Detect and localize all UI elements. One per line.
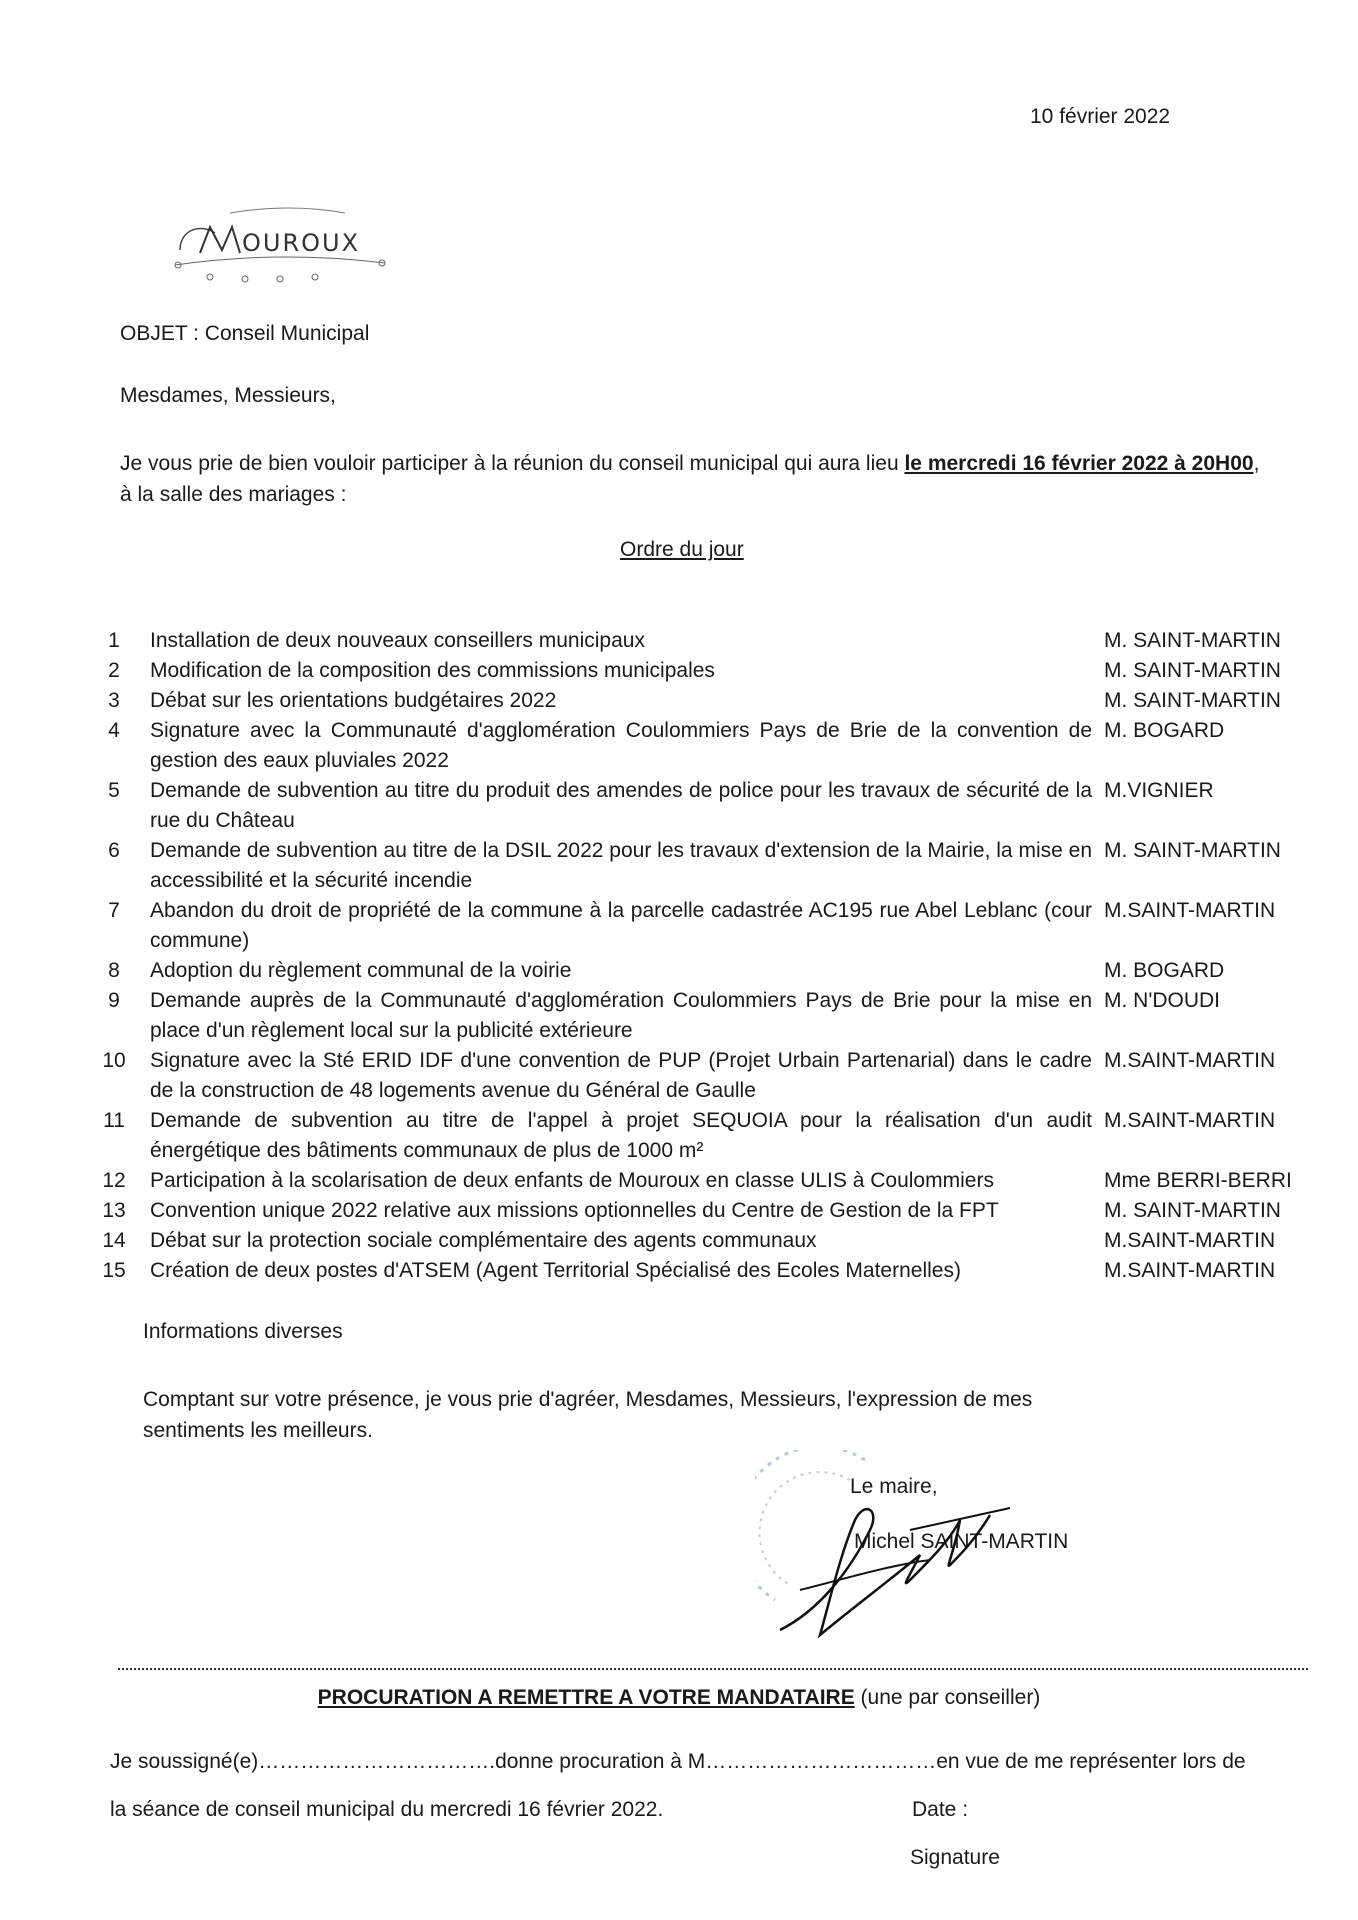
proxy-date-label: Date : xyxy=(912,1798,969,1821)
proxy-title-note: (une par conseiller) xyxy=(854,1686,1041,1709)
agenda-item-text: Débat sur les orientations budgétaires 2022 xyxy=(150,689,557,712)
agenda-item-number: 14 xyxy=(102,1229,126,1252)
agenda-item-text: Participation à la scolarisation de deux enfants de Mouroux en classe ULIS à Coulommiers xyxy=(150,1169,994,1192)
agenda-item-text: Convention unique 2022 relative aux missions optionnelles du Centre de Gestion de la FPT xyxy=(150,1199,999,1222)
agenda-item-number: 15 xyxy=(102,1259,126,1282)
agenda-item-number: 7 xyxy=(108,899,120,922)
agenda-item-rapporteur: M.SAINT-MARTIN xyxy=(1104,1259,1276,1282)
agenda-item xyxy=(90,836,1300,896)
greeting: Mesdames, Messieurs, xyxy=(120,384,336,407)
agenda-item-text: Demande de subvention au titre de l'appel à projet SEQUOIA pour la réalisation d'un audit énergétique des bâtiments communaux de plus de 1000 m² xyxy=(150,1109,1092,1162)
agenda-item-number: 8 xyxy=(108,959,120,982)
agenda-item-number: 12 xyxy=(102,1169,126,1192)
agenda-item xyxy=(90,1256,1300,1286)
cut-line xyxy=(118,1668,1308,1670)
agenda-item xyxy=(90,716,1300,776)
proxy-signature-label: Signature xyxy=(910,1846,1000,1869)
agenda-title: Ordre du jour xyxy=(620,538,744,561)
meeting-date-time: le mercredi 16 février 2022 à 20H00 xyxy=(904,452,1254,475)
agenda-item-text: Débat sur la protection sociale complémentaire des agents communaux xyxy=(150,1229,817,1252)
agenda-item xyxy=(90,776,1300,836)
agenda-item-number: 13 xyxy=(102,1199,126,1222)
agenda-item xyxy=(90,1196,1300,1226)
agenda-item-number: 11 xyxy=(103,1109,125,1132)
agenda-item-rapporteur: M. BOGARD xyxy=(1104,719,1225,742)
agenda-item-number: 5 xyxy=(108,779,120,802)
agenda-item-rapporteur: M. SAINT-MARTIN xyxy=(1104,1199,1281,1222)
agenda-item-number: 10 xyxy=(102,1049,126,1072)
agenda-item xyxy=(90,656,1300,686)
agenda-item-rapporteur: M. SAINT-MARTIN xyxy=(1104,629,1281,652)
agenda-item xyxy=(90,956,1300,986)
agenda-item-number: 2 xyxy=(108,659,120,682)
agenda-item xyxy=(90,1226,1300,1256)
proxy-line-1: Je soussigné(e)…………………………….donne procuration à M……………………………en vue de me représenter lors de xyxy=(110,1750,1246,1773)
agenda-item-text: Création de deux postes d'ATSEM (Agent Territorial Spécialisé des Ecoles Maternelles) xyxy=(150,1259,961,1282)
subject-line: OBJET : Conseil Municipal xyxy=(120,322,370,345)
agenda-item-rapporteur: M.SAINT-MARTIN xyxy=(1104,1229,1276,1252)
mayor-role: Le maire, xyxy=(850,1475,938,1498)
agenda-item-text: Adoption du règlement communal de la voirie xyxy=(150,959,572,982)
agenda-item-rapporteur: M. N'DOUDI xyxy=(1104,989,1221,1012)
misc-info-heading: Informations diverses xyxy=(143,1320,343,1343)
agenda-item-rapporteur: M.SAINT-MARTIN xyxy=(1104,1109,1276,1132)
agenda-item-rapporteur: M.SAINT-MARTIN xyxy=(1104,1049,1276,1072)
agenda-item-text: Signature avec la Sté ERID IDF d'une convention de PUP (Projet Urbain Partenarial) dans le cadre de la construction de 48 logements avenue du Général de Gaulle xyxy=(150,1049,1092,1102)
agenda-item-rapporteur: Mme BERRI-BERRI xyxy=(1104,1169,1292,1192)
svg-text:OUROUX: OUROUX xyxy=(242,229,361,257)
agenda-item-text: Abandon du droit de propriété de la commune à la parcelle cadastrée AC195 rue Abel Leblanc (cour commune) xyxy=(150,899,1092,952)
closing-paragraph: Comptant sur votre présence, je vous prie d'agréer, Mesdames, Messieurs, l'expression de mes sentiments les meilleurs. xyxy=(143,1388,1033,1442)
agenda-item xyxy=(90,986,1300,1046)
agenda-item-number: 3 xyxy=(108,689,120,712)
agenda-item-rapporteur: M. BOGARD xyxy=(1104,959,1225,982)
agenda-item-rapporteur: M.VIGNIER xyxy=(1104,779,1214,802)
agenda-item-rapporteur: M. SAINT-MARTIN xyxy=(1104,689,1281,712)
mayor-name: Michel SAINT-MARTIN xyxy=(854,1530,1069,1553)
agenda-item-rapporteur: M. SAINT-MARTIN xyxy=(1104,659,1281,682)
intro-before: Je vous prie de bien vouloir participer à la réunion du conseil municipal qui aura lieu xyxy=(120,452,905,475)
agenda-item-text: Demande de subvention au titre du produit des amendes de police pour les travaux de sécurité de la rue du Château xyxy=(150,779,1092,832)
agenda-item xyxy=(90,686,1300,716)
handwritten-signature xyxy=(760,1460,1080,1650)
agenda-item-number: 6 xyxy=(108,839,120,862)
agenda-item-text: Installation de deux nouveaux conseillers municipaux xyxy=(150,629,645,652)
agenda-item-text: Demande auprès de la Communauté d'agglomération Coulommiers Pays de Brie pour la mise en place d'un règlement local sur la publicité extérieure xyxy=(150,989,1092,1042)
agenda-item xyxy=(90,1166,1300,1196)
proxy-title xyxy=(0,1686,1358,1710)
agenda-item xyxy=(90,1046,1300,1106)
agenda-item-number: 9 xyxy=(108,989,120,1012)
mouroux-logo xyxy=(170,195,400,285)
letter-date: 10 février 2022 xyxy=(1030,105,1171,128)
proxy-title-main: PROCURATION A REMETTRE A VOTRE MANDATAIRE xyxy=(317,1686,855,1709)
agenda-item-number: 4 xyxy=(108,719,120,742)
agenda-item-text: Demande de subvention au titre de la DSIL 2022 pour les travaux d'extension de la Mairie, la mise en accessibilité et la sécurité incendie xyxy=(150,839,1092,892)
agenda-item xyxy=(90,626,1300,656)
agenda-list xyxy=(90,626,1300,1286)
agenda-item xyxy=(90,1106,1300,1166)
agenda-item-text: Signature avec la Communauté d'agglomération Coulommiers Pays de Brie de la convention de gestion des eaux pluviales 2022 xyxy=(150,719,1092,772)
agenda-item-number: 1 xyxy=(108,629,120,652)
agenda-item-rapporteur: M.SAINT-MARTIN xyxy=(1104,899,1276,922)
agenda-item-text: Modification de la composition des commissions municipales xyxy=(150,659,715,682)
intro-paragraph xyxy=(120,448,1265,510)
agenda-item xyxy=(90,896,1300,956)
intro-after: , à la salle des mariages : xyxy=(120,452,1260,506)
proxy-line-2: la séance de conseil municipal du mercredi 16 février 2022. xyxy=(110,1798,664,1821)
agenda-item-rapporteur: M. SAINT-MARTIN xyxy=(1104,839,1281,862)
